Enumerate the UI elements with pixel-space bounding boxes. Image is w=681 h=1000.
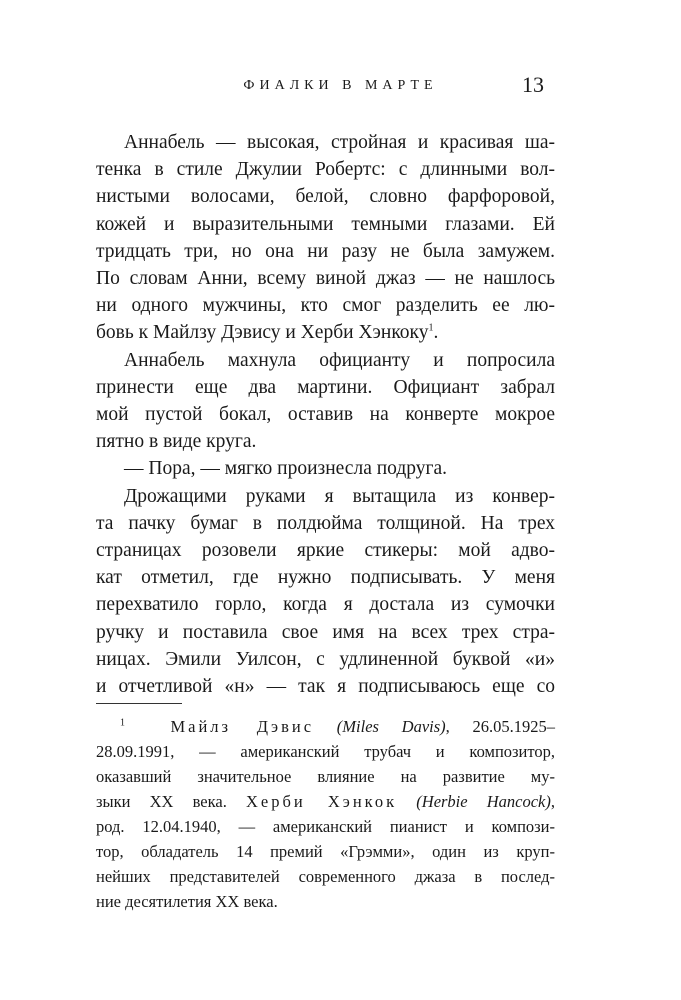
person-name: Херби Хэнкок <box>245 792 398 811</box>
text-line: ницах. Эмили Уилсон, с удлиненной буквой «и» <box>96 648 555 670</box>
footnote-line: ние десятилетия XX века. <box>96 892 278 911</box>
person-name-english: (Miles Davis) <box>336 717 446 736</box>
footnote-line: тор, обладатель 14 премий «Грэмми», один из круп- <box>96 842 555 861</box>
text-line: та пачку бумаг в полдюйма толщиной. На трех <box>96 512 555 534</box>
text-line: тенка в стиле Джулии Робертс: с длинными вол- <box>96 159 555 181</box>
footnote-number: 1 <box>120 717 125 729</box>
person-name-english: (Herbie Hancock) <box>416 792 551 811</box>
footnote-line: 28.09.1991, — американский трубач и композитор, <box>96 742 555 761</box>
footnote-line <box>120 716 555 738</box>
text-line: По словам Анни, всему виной джаз — не нашлось <box>96 268 555 289</box>
text-line: Аннабель — высокая, стройная и красивая ша- <box>124 132 555 153</box>
footnote-text: зыки XX века. <box>96 792 227 811</box>
text-line: пятно в виде круга. <box>96 431 257 453</box>
footnote-separator <box>96 703 182 704</box>
person-name: Майлз Дэвис <box>170 717 315 736</box>
footnote-line: нейших представителей современного джаза в послед- <box>96 867 555 886</box>
text-line: Аннабель махнула официанту и попросила <box>124 349 555 371</box>
text-line: страницах розовели яркие стикеры: мой адво- <box>96 540 555 561</box>
text-line: нистыми волосами, белой, словно фарфоровой, <box>96 186 555 208</box>
text-line: кат отметил, где нужно подписывать. У меня <box>96 567 555 589</box>
footnote-line: оказавший значительное влияние на развитие му- <box>96 767 555 786</box>
text-line: принести еще два мартини. Официант забрал <box>96 376 555 398</box>
text-line: ручку и поставила свое имя на всех трех стра- <box>96 621 555 643</box>
text-line: ни одного мужчины, кто смог разделить ее лю- <box>96 295 555 317</box>
header-title: ФИАЛКИ В МАРТЕ <box>243 78 438 93</box>
page-number: 13 <box>522 72 544 97</box>
footnote-text: , <box>550 792 556 811</box>
text-line: перехватило горло, когда я достала из сумочки <box>96 594 555 616</box>
footnote-line: род. 12.04.1940, — американский пианист и компози- <box>96 817 555 836</box>
text-line: тридцать три, но она ни разу не была замужем. <box>96 240 555 262</box>
text-line: кожей и выразительными темными глазами. Ей <box>96 213 555 235</box>
text-line: — Пора, — мягко произнесла подруга. <box>124 458 448 480</box>
footnote-line <box>96 791 555 813</box>
sentence-end: . <box>433 322 439 344</box>
text-line-content: бовь к Майлзу Дэвису и Херби Хэнкоку <box>96 322 429 344</box>
text-line <box>96 320 555 346</box>
footnote-marker: 1 <box>428 322 434 334</box>
text-line: мой пустой бокал, оставив на конверте мокрое <box>96 404 555 425</box>
text-line: Дрожащими руками я вытащила из конвер- <box>124 485 555 507</box>
text-line: и отчетливой «н» — так я подписываюсь еще со <box>96 676 555 697</box>
footnote-text: , 26.05.1925– <box>445 717 556 736</box>
